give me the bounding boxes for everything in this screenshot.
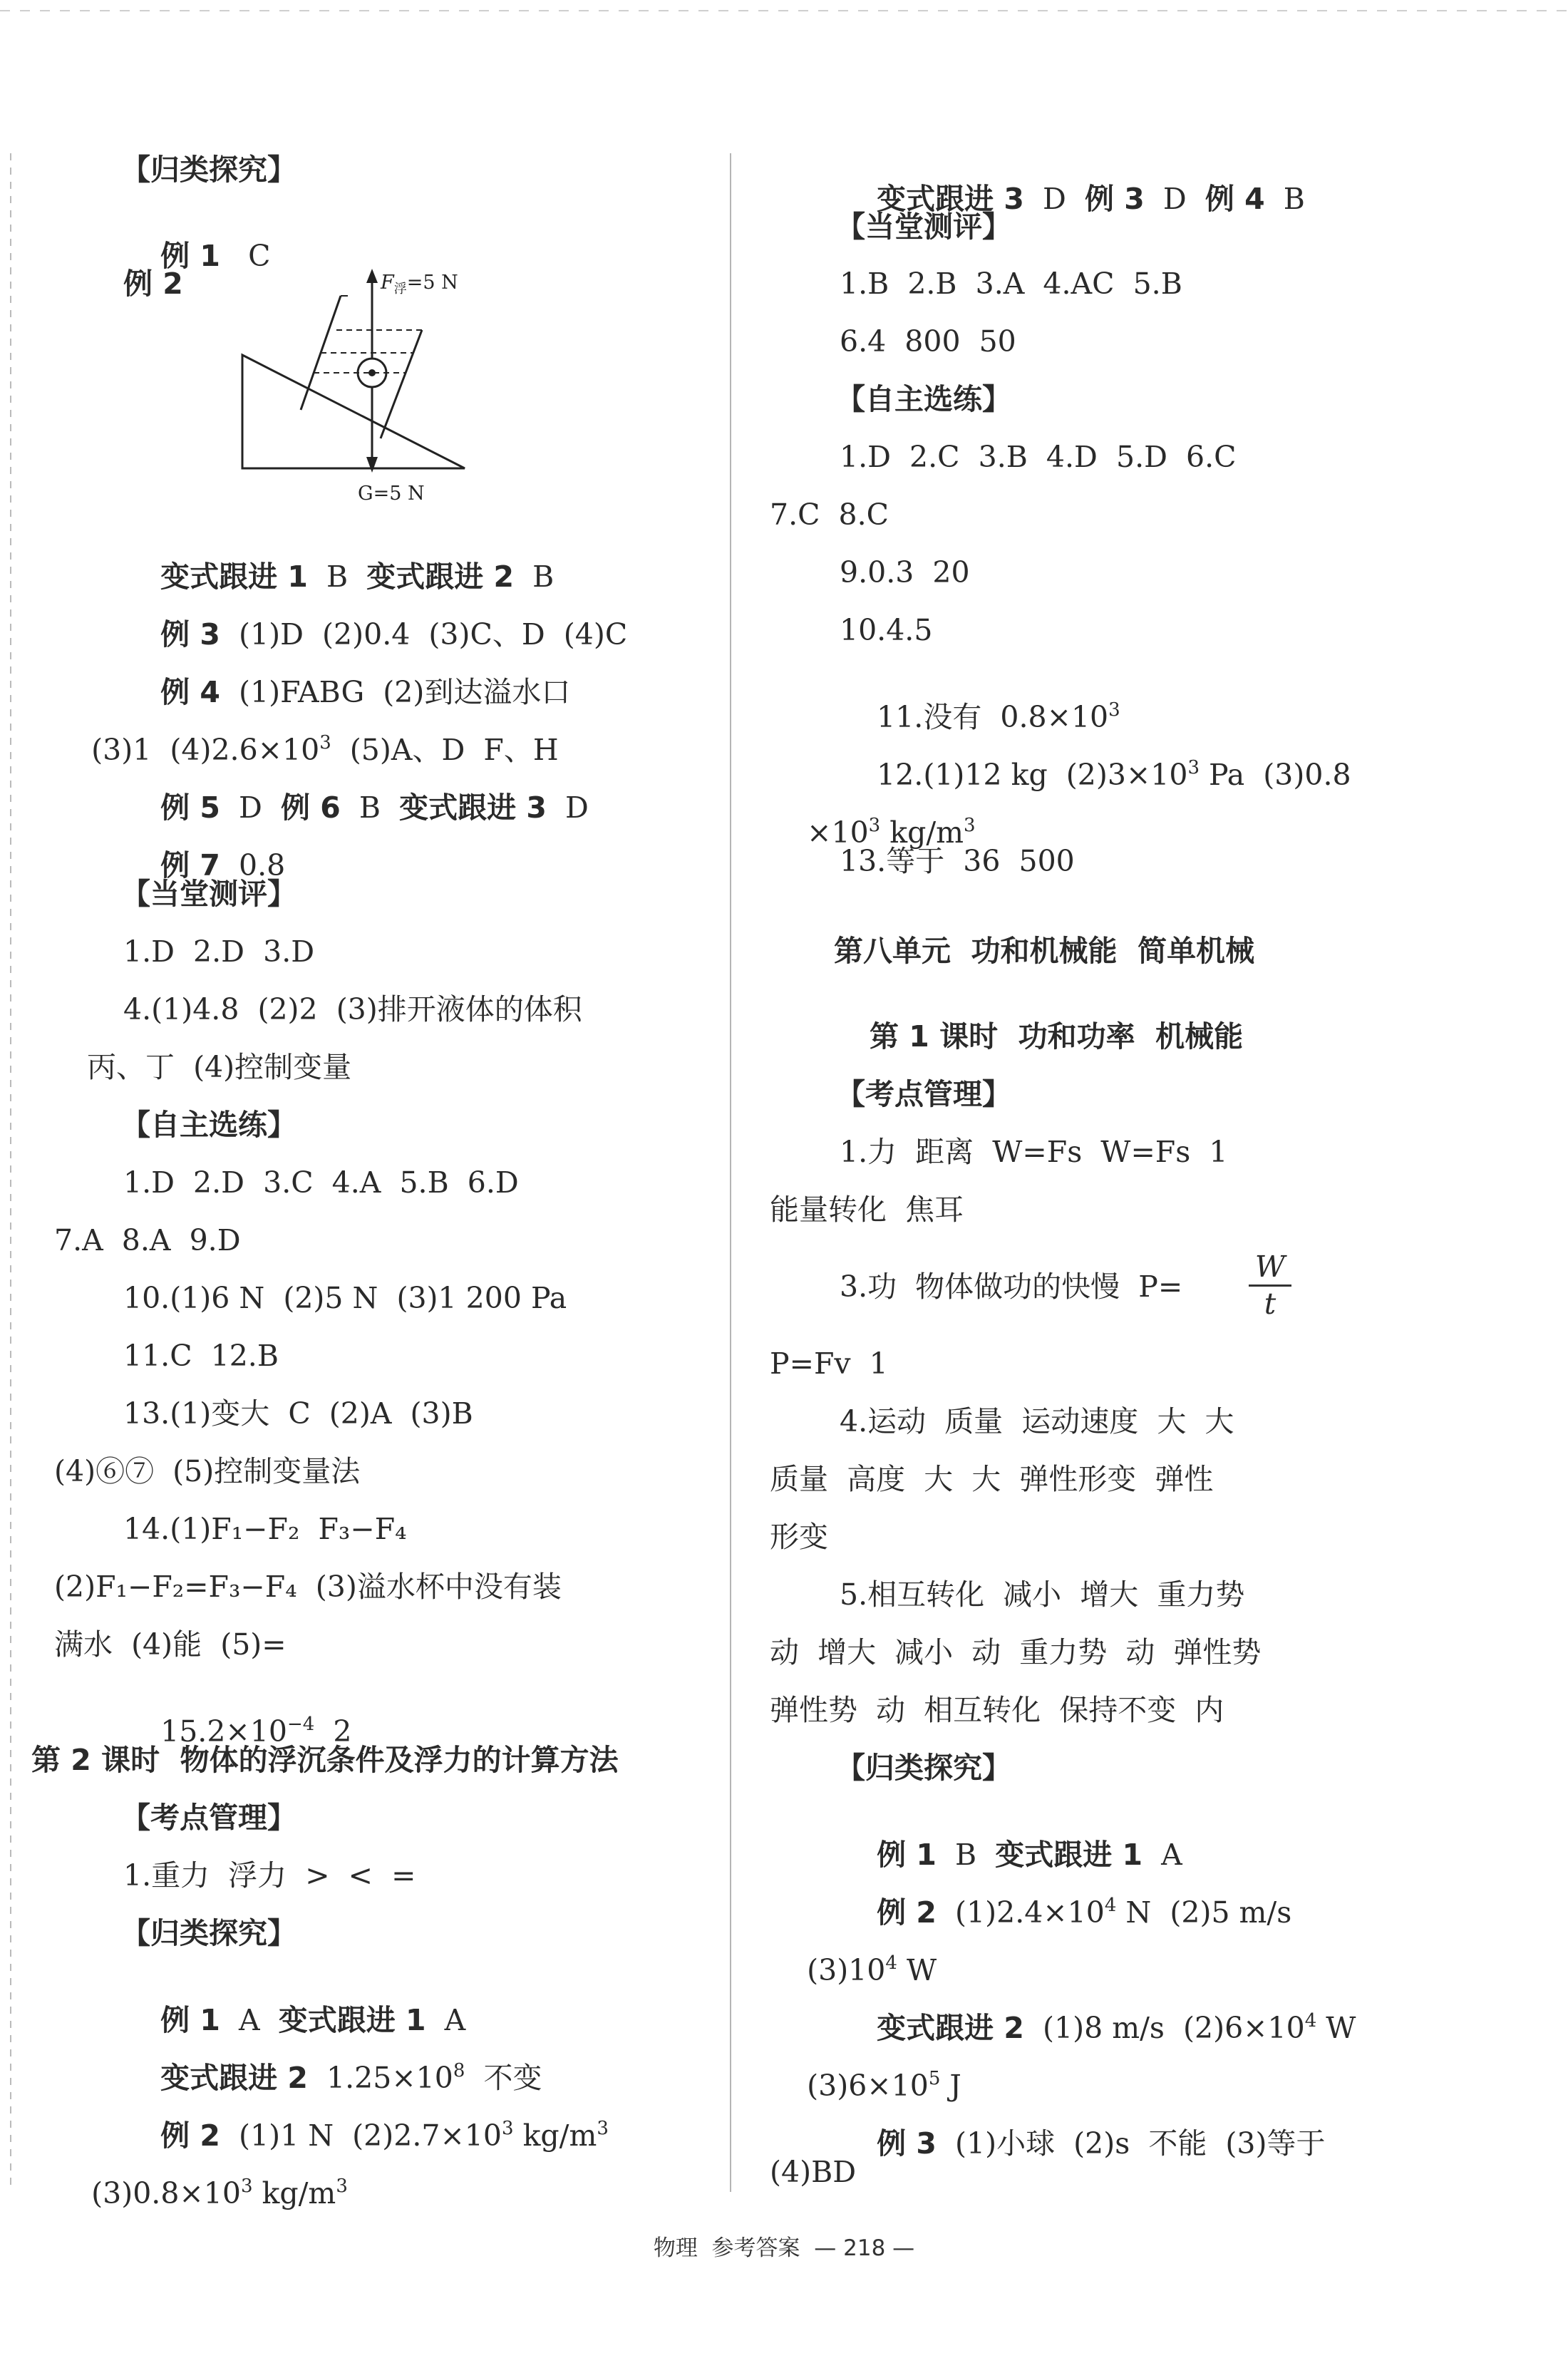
answer-value: (3)1 (4)2.6×10 [91, 733, 320, 767]
answer-line: 7.C 8.C [770, 498, 889, 532]
example-label: 例 2 [877, 1895, 937, 1930]
column-divider [730, 153, 731, 2192]
answer-value: A [239, 2003, 260, 2037]
answer-line: 4.(1)4.8 (2)2 (3)排开液体的体积 [123, 992, 582, 1026]
exponent: −4 [287, 1714, 315, 1735]
answer-line: 14.(1)F₁−F₂ F₃−F₄ [123, 1512, 407, 1546]
exponent: 3 [964, 815, 976, 836]
section-heading: 【当堂测评】 [121, 877, 296, 911]
answer-value: A [444, 2003, 466, 2037]
example-label: 例 7 [160, 848, 220, 882]
section-heading: 【归类探究】 [836, 1751, 1011, 1785]
gravity-label: G=5 N [358, 483, 425, 503]
section-heading: 【当堂测评】 [836, 210, 1011, 244]
variant-label: 变式跟进 1 [278, 2003, 426, 2037]
answer-value: (1)D (2)0.4 (3)C、D (4)C [239, 617, 628, 652]
section-heading: 【自主选练】 [121, 1108, 296, 1142]
answer-line: 1.B 2.B 3.A 4.AC 5.B [840, 267, 1182, 301]
example-label: 例 3 [877, 2126, 937, 2161]
answer-value: C [248, 239, 271, 273]
answer-line: 10.4.5 [840, 613, 933, 647]
fraction-denominator: t [1264, 1287, 1276, 1321]
page-footer [0, 2230, 1568, 2262]
answer-value: (1)1 N (2)2.7×10 [239, 2118, 502, 2153]
exponent: 4 [1104, 1895, 1117, 1916]
exponent: 4 [885, 1952, 897, 1974]
lesson-title: 第 1 课时 功和功率 机械能 [870, 1019, 1244, 1054]
example-label: 例 6 [280, 791, 341, 825]
answer-value: (3)10 [807, 1953, 886, 1987]
answer-line: 3.功 物体做功的快慢 P= [840, 1270, 1183, 1304]
answer-line [54, 2150, 348, 2238]
left-margin-dashed-line [10, 153, 11, 2192]
example-label: 例 2 [160, 2118, 220, 2153]
example-label: 例 4 [160, 675, 220, 709]
answer-line: 1.D 2.C 3.B 4.D 5.D 6.C [840, 440, 1237, 474]
answer-line: (4)BD [770, 2155, 857, 2189]
answer-value: B [1283, 182, 1305, 216]
answer-value: 15.2×10 [160, 1714, 287, 1749]
answer-value: W [1316, 2011, 1356, 2045]
answer-value: B [326, 560, 349, 594]
example-label: 例 3 [160, 617, 220, 652]
lesson-title: 第 2 课时 物体的浮沉条件及浮力的计算方法 [31, 1743, 619, 1777]
exponent: 5 [928, 2068, 941, 2089]
fraction-numerator: W [1254, 1250, 1286, 1284]
answer-value: ×10 [807, 815, 869, 850]
answer-line: 动 增大 减小 动 重力势 动 弹性势 [770, 1635, 1262, 1669]
exponent: 3 [501, 2118, 514, 2139]
variant-label: 变式跟进 3 [877, 182, 1024, 216]
answer-line: (2)F₁−F₂=F₃−F₄ (3)溢水杯中没有装 [54, 1570, 562, 1604]
answer-value: (3)0.8×10 [91, 2176, 241, 2210]
incline-force-diagram [235, 267, 478, 503]
answer-line: 4.运动 质量 运动速度 大 大 [840, 1404, 1234, 1438]
answer-value: 11.没有 0.8×10 [877, 700, 1109, 734]
answer-value: (1)2.4×10 [955, 1895, 1105, 1930]
answer-value: 1.25×10 [326, 2061, 453, 2095]
exponent: 8 [453, 2060, 465, 2081]
power-formula-fraction [1249, 1252, 1291, 1319]
answer-value: B [532, 560, 555, 594]
answer-line [840, 2100, 1326, 2188]
section-heading: 【归类探究】 [121, 1916, 296, 1950]
unit-title: 第八单元 功和机械能 简单机械 [834, 934, 1255, 968]
answer-line: 9.0.3 20 [840, 555, 970, 590]
answer-line: 1.D 2.D 3.D [123, 935, 315, 969]
answer-line: 质量 高度 大 大 弹性形变 弹性 [770, 1462, 1214, 1496]
example-label: 例 5 [160, 791, 220, 825]
variant-label: 变式跟进 1 [995, 1838, 1143, 1872]
answer-value: N (2)5 m/s [1116, 1895, 1292, 1930]
top-dashed-border [0, 10, 1568, 11]
answer-value: D [1162, 182, 1187, 216]
example-label: 例 4 [1205, 182, 1265, 216]
page-number: — 218 — [814, 2235, 915, 2261]
answer-value: 不变 [465, 2061, 542, 2095]
exponent: 3 [868, 815, 881, 836]
answer-value: 2 [314, 1714, 352, 1749]
buoyancy-label: $F_浮=5$ N [381, 272, 458, 297]
example-label: 例 2 [123, 267, 183, 301]
exponent: 3 [1187, 757, 1200, 778]
answer-line: 7.A 8.A 9.D [54, 1223, 241, 1257]
answer-line: 满水 (4)能 (5)= [54, 1627, 287, 1662]
answer-value: D [239, 791, 262, 825]
exponent: 3 [597, 2118, 609, 2139]
answer-line: 丙、丁 (4)控制变量 [87, 1050, 352, 1084]
answer-value: A [1161, 1838, 1182, 1872]
exponent: 4 [1304, 2010, 1317, 2032]
answer-line: 1.力 距离 W=Fs W=Fs 1 [840, 1135, 1228, 1169]
answer-line: 弹性势 动 相互转化 保持不变 内 [770, 1693, 1224, 1727]
answer-line: 13.等于 36 500 [840, 844, 1075, 878]
answer-value: (3)6×10 [807, 2069, 929, 2103]
variant-label: 变式跟进 3 [399, 791, 547, 825]
answer-value: B [359, 791, 381, 825]
footer-title: 参考答案 [711, 2235, 800, 2261]
variant-label: 变式跟进 1 [160, 560, 308, 594]
answer-value: (1)FABG (2)到达溢水口 [239, 675, 571, 709]
answer-value: kg/m [252, 2176, 336, 2210]
answer-line: 10.(1)6 N (2)5 N (3)1 200 Pa [123, 1281, 567, 1315]
answer-value: Pa (3)0.8 [1200, 758, 1351, 792]
exponent: 3 [1108, 699, 1120, 721]
answer-value: D [1043, 182, 1066, 216]
answer-line: 能量转化 焦耳 [770, 1193, 964, 1227]
answer-line: 1.D 2.D 3.C 4.A 5.B 6.D [123, 1165, 519, 1200]
answer-line: 1.重力 浮力 > < = [123, 1858, 416, 1893]
footer-subject: 物理 [653, 2235, 698, 2261]
answer-value: (1)小球 (2)s 不能 (3)等于 [955, 2126, 1326, 2161]
answer-line: 5.相互转化 减小 增大 重力势 [840, 1577, 1245, 1612]
answer-value: kg/m [880, 815, 964, 850]
answer-line: 6.4 800 50 [840, 324, 1016, 359]
variant-label: 变式跟进 2 [160, 2061, 308, 2095]
answer-line: P=Fv 1 [770, 1347, 888, 1381]
variant-label: 变式跟进 2 [877, 2011, 1024, 2045]
answer-line: 11.C 12.B [123, 1339, 279, 1373]
example-label: 例 1 [160, 2003, 220, 2037]
answer-value: 0.8 [239, 848, 286, 882]
variant-label: 变式跟进 2 [366, 560, 515, 594]
answer-value: B [955, 1838, 977, 1872]
exponent: 3 [240, 2176, 253, 2197]
answer-value: J [940, 2069, 961, 2103]
answer-line: 形变 [770, 1520, 828, 1554]
example-label: 例 3 [1084, 182, 1145, 216]
section-heading: 【归类探究】 [121, 153, 296, 187]
answer-line: 13.(1)变大 C (2)A (3)B [123, 1396, 473, 1431]
answer-value: D [564, 791, 589, 825]
example-label: 例 1 [877, 1838, 937, 1872]
answer-value: 12.(1)12 kg (2)3×10 [877, 758, 1188, 792]
answer-value: kg/m [513, 2118, 597, 2153]
answer-value: (1)8 m/s (2)6×10 [1043, 2011, 1305, 2045]
answer-value: (5)A、D F、H [331, 733, 559, 767]
example-label: 例 1 [160, 239, 220, 273]
exponent: 3 [319, 732, 331, 753]
answer-value: W [897, 1953, 937, 1987]
section-heading: 【考点管理】 [121, 1801, 296, 1835]
answer-line: (4)⑥⑦ (5)控制变量法 [54, 1454, 361, 1488]
exponent: 3 [336, 2176, 348, 2197]
section-heading: 【考点管理】 [836, 1077, 1011, 1111]
section-heading: 【自主选练】 [836, 382, 1011, 416]
